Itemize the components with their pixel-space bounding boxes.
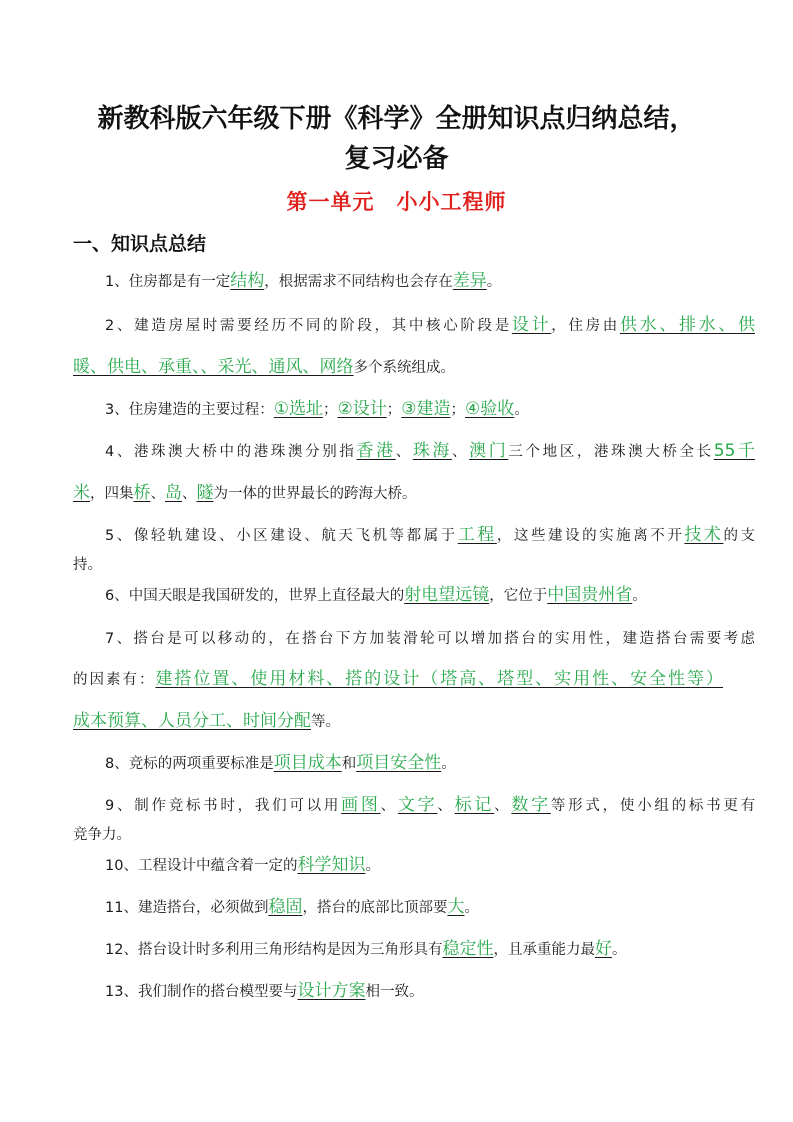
- knowledge-item-9: [73, 794, 755, 817]
- key-term: 香港: [356, 441, 396, 461]
- key-term: 文字: [397, 795, 438, 815]
- knowledge-item-4: [73, 440, 755, 463]
- knowledge-item-1: [73, 270, 755, 293]
- item-text: 1、住房都是有一定: [105, 274, 231, 290]
- item-text: ，四集: [90, 486, 134, 502]
- key-term: 画图: [341, 795, 381, 815]
- item-text: ；: [322, 402, 338, 418]
- item-text: 竞争力。: [73, 827, 131, 843]
- item-text: 13、我们制作的搭台模型要与: [105, 984, 298, 1000]
- item-text: 、: [437, 798, 455, 814]
- key-term: 数字: [511, 795, 551, 815]
- item-text: 三个地区，港珠澳大桥全长: [508, 444, 714, 460]
- item-text: 。: [486, 274, 502, 290]
- item-text: 、: [395, 444, 413, 460]
- key-term: 稳固: [268, 897, 303, 917]
- unit-heading: 第一单元 小小工程师: [286, 190, 507, 214]
- item-text: 。: [441, 756, 456, 772]
- item-text: 8、竞标的两项重要标准是: [105, 756, 274, 772]
- item-text: ，且承重能力最: [493, 942, 595, 958]
- item-text: 多个系统组成。: [353, 360, 455, 376]
- item-text: 相一致。: [365, 984, 424, 1000]
- key-term: 珠海: [412, 441, 453, 461]
- key-term: 中国贵州省: [547, 585, 633, 605]
- item-text: 。: [632, 588, 647, 604]
- title-line-1: 新教科版六年级下册《科学》全册知识点归纳总结，: [97, 104, 696, 134]
- key-term: 米: [73, 483, 90, 503]
- knowledge-item-11: [73, 896, 755, 919]
- item-text: 、: [182, 486, 197, 502]
- key-term: 岛: [165, 483, 182, 503]
- item-text: 、: [494, 798, 512, 814]
- key-term: 项目安全性: [356, 753, 442, 773]
- item-text: 7、搭台是可以移动的，在搭台下方加装滑轮可以增加搭台的实用性，建造搭台需要考虑: [105, 631, 755, 647]
- item-text: 。: [514, 402, 529, 418]
- item-text: ，住房由: [551, 318, 620, 334]
- item-text: 9、制作竞标书时，我们可以用: [105, 798, 342, 814]
- key-term: 大: [447, 897, 465, 917]
- item-text: ，它位于: [489, 588, 548, 604]
- knowledge-item-3: [73, 398, 755, 421]
- key-term: 项目成本: [273, 753, 342, 773]
- knowledge-item-7-cont: [73, 668, 723, 691]
- item-text: 等。: [311, 714, 340, 730]
- item-text: ；: [386, 402, 402, 418]
- key-term: 成本预算、人员分工、时间分配: [73, 711, 311, 731]
- key-term: 设计: [511, 315, 552, 335]
- item-text: 10、工程设计中蕴含着一定的: [105, 858, 298, 874]
- knowledge-item-7-cont2: [73, 710, 723, 733]
- key-term: 建搭位置、使用材料、搭的设计（塔高、塔型、实用性、安全性等）: [155, 669, 724, 689]
- key-term: 射电望远镜: [404, 585, 490, 605]
- item-text: 2、建造房屋时需要经历不同的阶段，其中核心阶段是: [105, 318, 512, 334]
- knowledge-item-2-cont: [73, 356, 723, 379]
- item-text: 、: [380, 798, 398, 814]
- key-term: 供水、排水、供: [619, 315, 756, 335]
- item-text: 。: [611, 942, 627, 958]
- knowledge-item-2: [73, 314, 755, 337]
- knowledge-item-5: [73, 524, 755, 547]
- key-term: ②设计: [337, 399, 387, 419]
- key-term: 好: [594, 939, 612, 959]
- knowledge-item-7: [73, 628, 755, 650]
- knowledge-item-5-cont: [73, 554, 723, 576]
- item-text: 持。: [73, 557, 102, 573]
- item-text: 4、港珠澳大桥中的港珠澳分别指: [105, 444, 357, 460]
- item-text: 、: [452, 444, 470, 460]
- item-text: 12、搭台设计时多利用三角形结构是因为三角形具有: [105, 942, 443, 958]
- key-term: 技术: [684, 525, 724, 545]
- item-text: 5、像轻轨建设、小区建设、航天飞机等都属于: [105, 528, 458, 544]
- knowledge-item-8: [73, 752, 755, 775]
- key-term: 结构: [230, 271, 265, 291]
- key-term: 稳定性: [442, 939, 494, 959]
- key-term: 隧: [196, 483, 214, 503]
- key-term: 暖、供电、承重、、采光、通风、网络: [73, 357, 354, 377]
- knowledge-item-4-cont: [73, 482, 723, 505]
- item-text: ，这些建设的实施离不开: [496, 528, 685, 544]
- key-term: ①选址: [273, 399, 323, 419]
- key-term: 55千: [713, 441, 756, 461]
- item-text: 等形式，使小组的标书更有: [550, 798, 756, 814]
- item-text: ；: [450, 402, 465, 418]
- item-text: 11、建造搭台，必须做到: [105, 900, 269, 916]
- item-text: ，根据需求不同结构也会存在: [264, 274, 453, 290]
- knowledge-item-6: [73, 584, 755, 607]
- document-title: [0, 99, 793, 179]
- item-text: 的因素有：: [73, 672, 156, 688]
- key-term: ③建造: [401, 399, 451, 419]
- knowledge-item-12: [73, 938, 755, 961]
- key-term: 差异: [452, 271, 487, 291]
- key-term: 澳门: [469, 441, 509, 461]
- title-line-2: 复习必备: [344, 144, 449, 174]
- item-text: 、: [150, 486, 165, 502]
- item-text: 。: [365, 858, 380, 874]
- item-text: 的支: [723, 528, 756, 544]
- knowledge-item-13: [73, 980, 755, 1003]
- item-text: 3、住房建造的主要过程：: [105, 402, 274, 418]
- item-text: 。: [464, 900, 479, 916]
- key-term: 工程: [457, 525, 497, 545]
- item-text: 和: [341, 756, 357, 772]
- item-text: 6、中国天眼是我国研发的，世界上直径最大的: [105, 588, 405, 604]
- key-term: ④验收: [464, 399, 515, 419]
- key-term: 设计方案: [297, 981, 366, 1001]
- key-term: 桥: [133, 483, 151, 503]
- key-term: 科学知识: [297, 855, 366, 875]
- item-text: ，搭台的底部比顶部要: [302, 900, 448, 916]
- section-heading: 一、知识点总结: [73, 233, 207, 255]
- item-text: 为一体的世界最长的跨海大桥。: [213, 486, 417, 502]
- knowledge-item-10: [73, 854, 755, 877]
- knowledge-item-9-cont: [73, 824, 723, 846]
- key-term: 标记: [454, 795, 495, 815]
